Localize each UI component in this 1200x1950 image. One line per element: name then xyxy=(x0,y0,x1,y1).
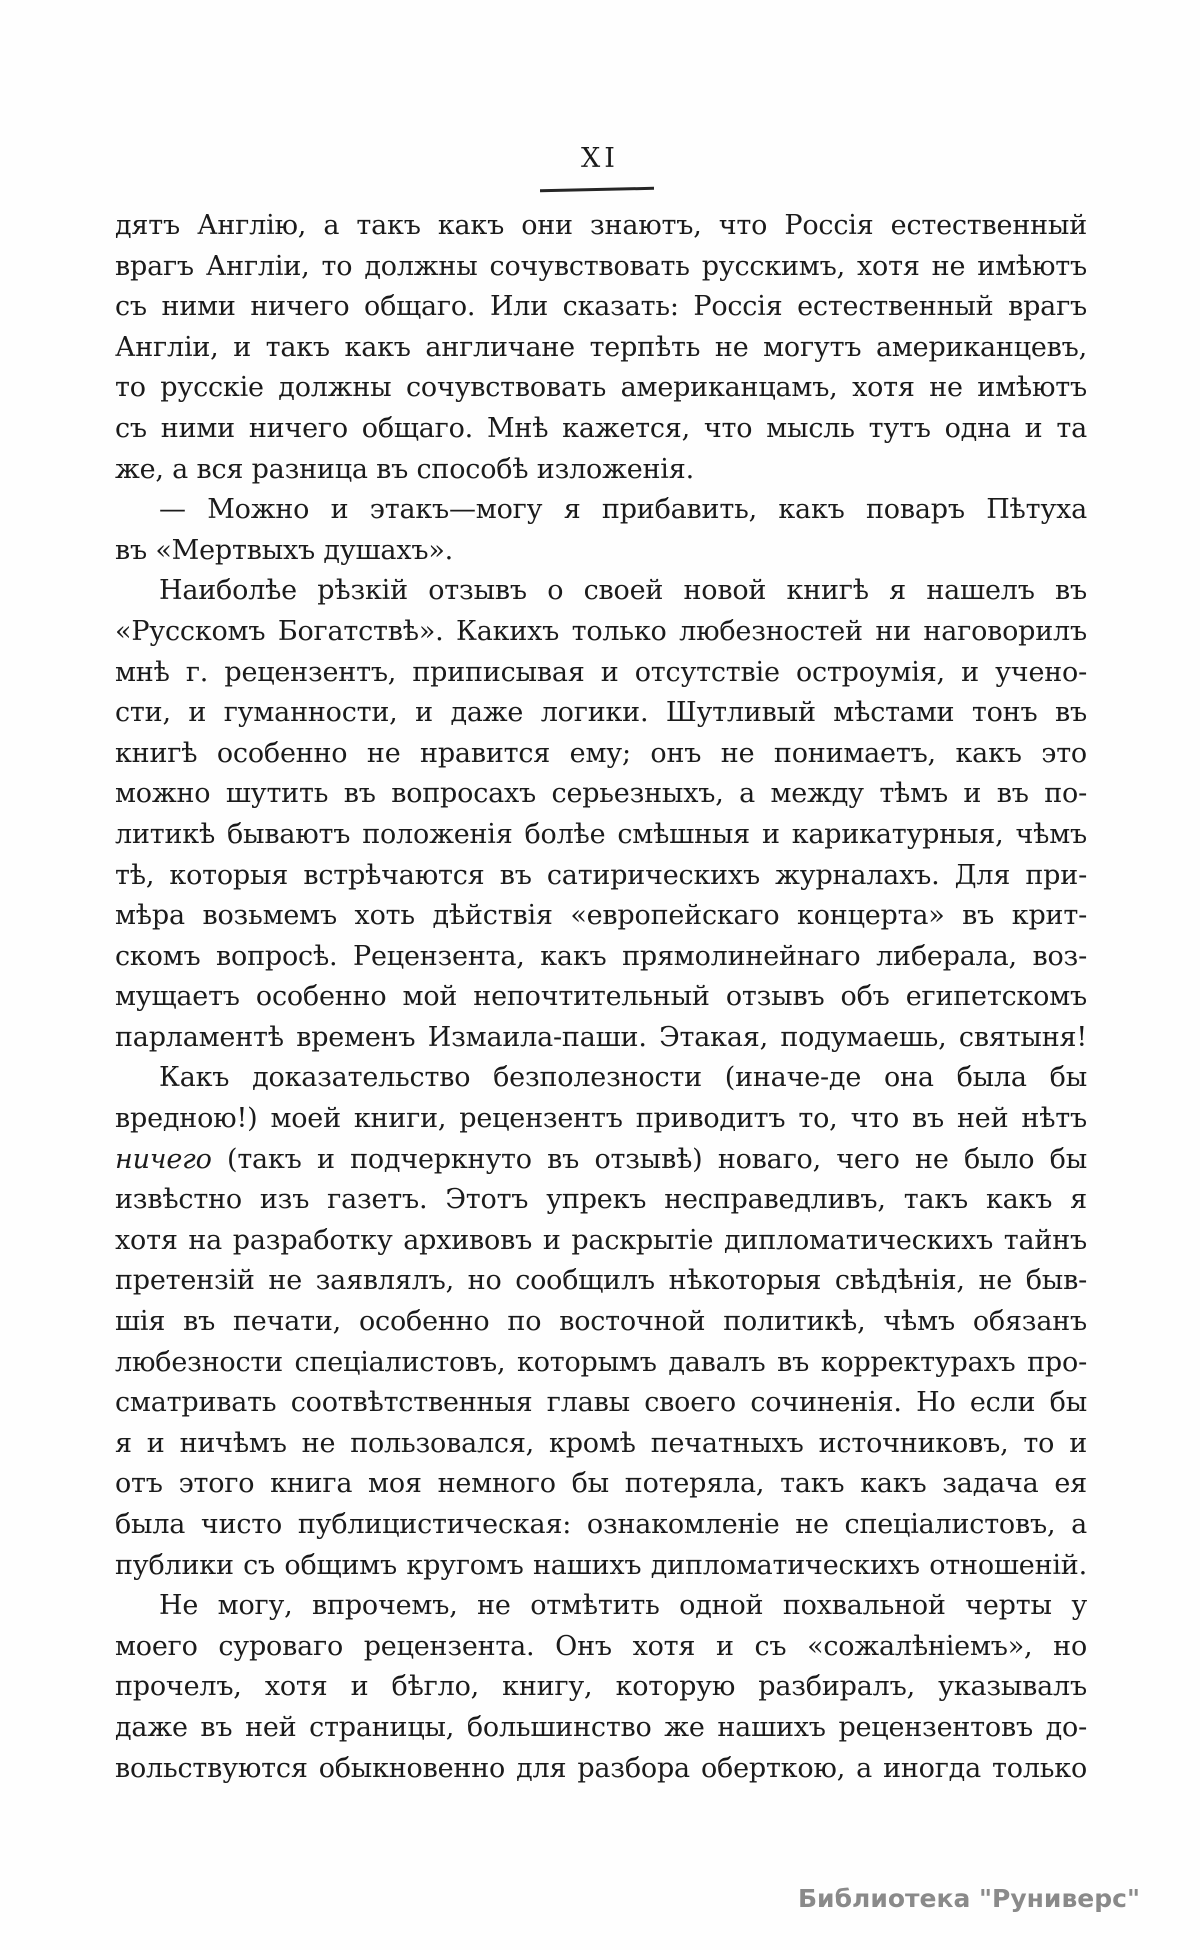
text-line: была чисто публицистическая: ознакомленіе не спеціалистовъ, а xyxy=(115,1509,1087,1540)
text-line: Какъ доказательство безполезности (иначе-де она была бы xyxy=(159,1062,1087,1094)
text-block xyxy=(115,206,1087,1789)
text-line: скомъ вопросѣ. Рецензента, какъ прямолинейнаго либерала, воз- xyxy=(115,940,1087,972)
text-line: книгѣ особенно не нравится ему; онъ не понимаетъ, какъ это xyxy=(115,737,1087,769)
text-line: шія въ печати, особенно по восточной политикѣ, чѣмъ обязанъ xyxy=(115,1306,1087,1338)
text-line: претензій не заявлялъ, но сообщилъ нѣкоторыя свѣдѣнія, не быв- xyxy=(115,1265,1087,1297)
text-line: мнѣ г. рецензентъ, приписывая и отсутствіе остроумія, и учено- xyxy=(115,656,1087,688)
text-line: съ ними ничего общаго. Мнѣ кажется, что мысль тутъ одна и та xyxy=(115,412,1087,444)
text-line: вольствуются обыкновенно для разбора оберткою, а иногда только xyxy=(115,1752,1087,1784)
text-line: мѣра возьмемъ хоть дѣйствія «европейскаго концерта» въ крит- xyxy=(115,900,1087,932)
text-line: то русскіе должны сочувствовать американцамъ, хотя не имѣютъ xyxy=(115,372,1087,404)
text-line: отъ этого книга моя немного бы потеряла, такъ какъ задача ея xyxy=(115,1468,1087,1500)
text-line: вредною!) моей книги, рецензентъ приводитъ то, что въ ней нѣтъ xyxy=(115,1103,1087,1135)
text-line: моего суроваго рецензента. Онъ хотя и съ «сожалѣніемъ», но xyxy=(115,1630,1087,1662)
text-line: даже въ ней страницы, большинство же нашихъ рецензентовъ до- xyxy=(115,1711,1087,1743)
text-line: литикѣ бываютъ положенія болѣе смѣшныя и карикатурныя, чѣмъ xyxy=(115,818,1087,850)
text-line: тѣ, которыя встрѣчаются въ сатирическихъ журналахъ. Для при- xyxy=(115,859,1087,891)
header-rule xyxy=(540,187,654,192)
text-line: мущаетъ особенно мой непочтительный отзывъ объ египетскомъ xyxy=(115,981,1087,1013)
text-line: же, а вся разница въ способѣ изложенія. xyxy=(115,453,694,485)
text-line: любезности спеціалистовъ, которымъ давалъ въ корректурахъ про- xyxy=(115,1346,1087,1378)
text-line: дятъ Англію, а такъ какъ они знаютъ, что Россія естественный xyxy=(115,210,1087,241)
text-line: парламентѣ временъ Измаила-паши. Этакая, подумаешь, святыня! xyxy=(115,1021,1087,1053)
library-watermark: Библиотека "Руниверс" xyxy=(798,1884,1140,1913)
text-line: хотя на разработку архивовъ и раскрытіе дипломатическихъ тайнъ xyxy=(115,1224,1087,1256)
text-line: публики съ общимъ кругомъ нашихъ дипломатическихъ отношеній. xyxy=(115,1549,1087,1581)
text-line: прочелъ, хотя и бѣгло, книгу, которую разбиралъ, указывалъ xyxy=(115,1671,1087,1703)
text-line: — Можно и этакъ—могу я прибавить, какъ поваръ Пѣтуха xyxy=(159,494,1087,526)
text-line: съ ними ничего общаго. Или сказать: Россія естественный врагъ xyxy=(115,291,1087,323)
text-line: сматривать соотвѣтственныя главы своего сочиненія. Но если бы xyxy=(115,1387,1087,1419)
text-line: Англіи, и такъ какъ англичане терпѣть не могутъ американцевъ, xyxy=(115,331,1087,363)
page-number: XI xyxy=(581,143,619,174)
text-line: сти, и гуманности, и даже логики. Шутливый мѣстами тонъ въ xyxy=(115,697,1087,729)
text-line: Наиболѣе рѣзкій отзывъ о своей новой книгѣ я нашелъ въ xyxy=(159,575,1087,607)
text-line: извѣстно изъ газетъ. Этотъ упрекъ несправедливъ, такъ какъ я xyxy=(115,1184,1087,1216)
text-line: ничего (такъ и подчеркнуто въ отзывѣ) новаго, чего не было бы xyxy=(115,1143,1087,1175)
text-line: врагъ Англіи, то должны сочувствовать русскимъ, хотя не имѣютъ xyxy=(115,250,1087,282)
text-line: я и ничѣмъ не пользовался, кромѣ печатныхъ источниковъ, то и xyxy=(115,1427,1087,1459)
text-line: въ «Мертвыхъ душахъ». xyxy=(115,534,454,566)
text-line: можно шутить въ вопросахъ серьезныхъ, а между тѣмъ и въ по- xyxy=(115,778,1087,810)
text-line: «Русскомъ Богатствѣ». Какихъ только любезностей ни наговорилъ xyxy=(115,615,1087,647)
text-line: Не могу, впрочемъ, не отмѣтить одной похвальной черты у xyxy=(159,1590,1087,1622)
